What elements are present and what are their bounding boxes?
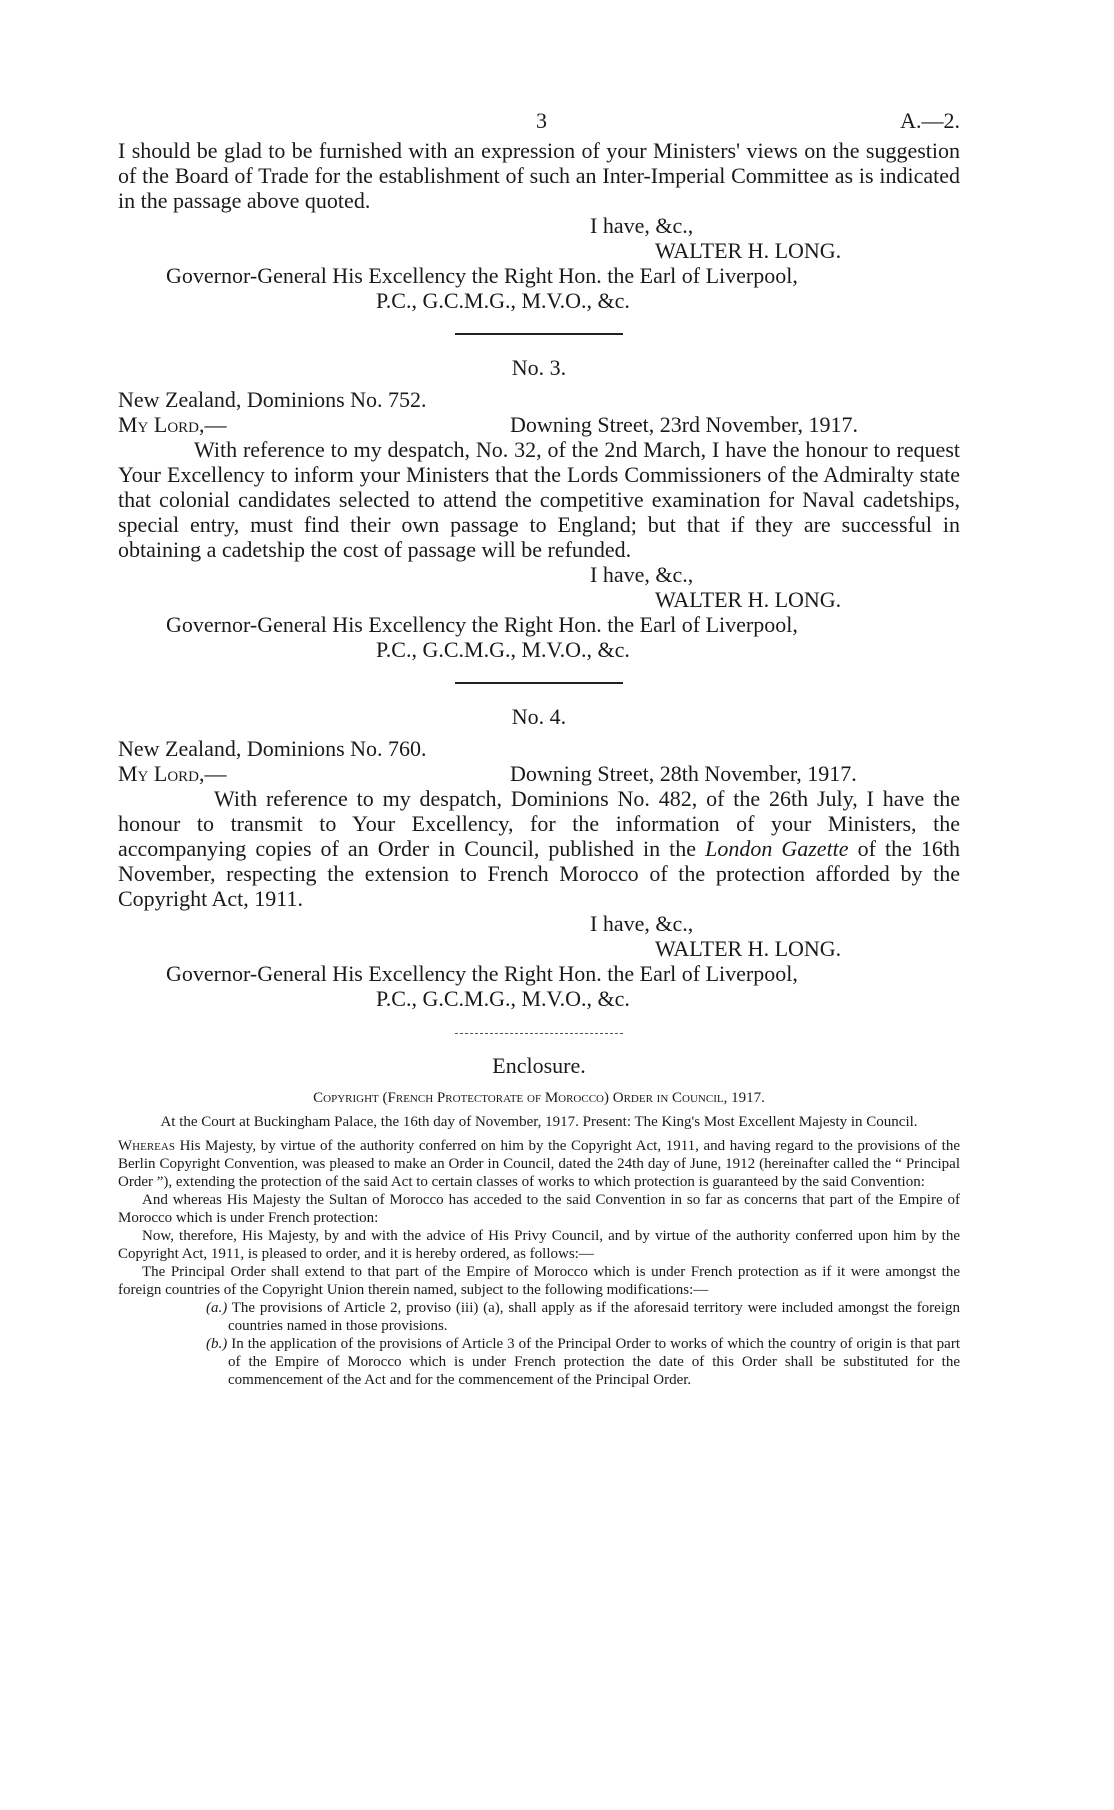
paper-reference: A.—2. [900, 108, 960, 133]
enclosure-modification-a [118, 1299, 960, 1335]
page-number: 3 [536, 108, 547, 133]
enclosure-now-therefore: Now, therefore, His Majesty, by and with the advice of His Privy Council, and by virtue of the authority conferred upon him by the Copyright Act, 1911, is pleased to order, and it is hereby ordered, as follows:— [118, 1228, 960, 1262]
no3-address-date: Downing Street, 23rd November, 1917. [510, 412, 859, 437]
no3-dominion: New Zealand, Dominions No. 752. [118, 387, 427, 412]
no3-heading: No. 3. [511, 355, 567, 380]
mod-a-label: (a.) [206, 1300, 228, 1316]
no3-addressee-line1: Governor-General His Excellency the Right Hon. the Earl of Liverpool, [166, 612, 798, 637]
no3-sign-have: I have, &c., [590, 562, 694, 587]
enclosure-modification-b [118, 1335, 960, 1389]
intro-paragraph: I should be glad to be furnished with an expression of your Ministers' views on the suggestion of the Board of Trade for the establishment of such an Inter-Imperial Committee as is indicated in the passage above quoted. [118, 138, 960, 213]
no4-sign-have: I have, &c., [590, 911, 694, 936]
intro-addressee-line2: P.C., G.C.M.G., M.V.O., &c. [376, 288, 630, 313]
enclosure-title: Copyright (French Protectorate of Morocco) Order in Council, 1917. [313, 1090, 765, 1106]
no3-salutation: My Lord,— [118, 412, 227, 437]
section-divider [455, 682, 623, 684]
enclosure-court: At the Court at Buckingham Palace, the 16th day of November, 1917. Present: The King's Most Excellent Majesty in Council. [160, 1114, 918, 1130]
no4-address-date: Downing Street, 28th November, 1917. [510, 761, 857, 786]
no4-dominion: New Zealand, Dominions No. 760. [118, 736, 427, 761]
no4-salutation-row [118, 761, 960, 786]
mod-b-text: In the application of the provisions of Article 3 of the Principal Order to works of which the country of origin is that part of the Empire of Morocco which is under French protection the date of this Order shall be substituted for the commencement of the Act and for the commencement of the Principal Order. [228, 1336, 960, 1388]
no4-sign-name: WALTER H. LONG. [655, 936, 842, 961]
no4-paragraph [118, 786, 960, 911]
intro-sign-have: I have, &c., [590, 213, 694, 238]
no4-salutation: My Lord,— [118, 761, 227, 786]
no3-salutation-row [118, 412, 960, 437]
enclosure-heading: Enclosure. [492, 1053, 586, 1078]
no4-addressee-line1: Governor-General His Excellency the Right Hon. the Earl of Liverpool, [166, 961, 798, 986]
no4-paragraph-part-a: With reference to my despatch, Dominions No. 482, of the 26th July, I have the honour to transmit to Your Excellency, for the information of your Ministers, the accompanying copies of an Order in Council, published in the [118, 786, 960, 861]
no4-heading: No. 4. [511, 704, 567, 729]
enclosure-whereas-word: Whereas [118, 1138, 175, 1154]
no3-paragraph: With reference to my despatch, No. 32, of the 2nd March, I have the honour to request Your Excellency to inform your Ministers that the Lords Commissioners of the Admiralty state that colonial candidates selected to attend the competitive examination for Naval cadetships, special entry, must find their own passage to England; but that if they are successful in obtaining a cadetship the cost of passage will be refunded. [118, 437, 960, 562]
enclosure-principal: The Principal Order shall extend to that part of the Empire of Morocco which is under French protection as if it were amongst the foreign countries of the Copyright Union therein named, subject to the following modifications:— [118, 1264, 960, 1298]
no4-paragraph-part-b: of the 16th November, respecting the extension to French Morocco of the protection afforded by the Copyright Act, 1911. [118, 836, 960, 911]
enclosure-whereas-text: His Majesty, by virtue of the authority conferred on him by the Copyright Act, 1911, and having regard to the provisions of the Berlin Copyright Convention, was pleased to make an Order in Council, dated the 24th day of June, 1912 (hereinafter called the “ Principal Order ”), extending the protection of the said Act to certain classes of works to which protection is guaranteed by the said Convention: [118, 1138, 960, 1190]
enclosure-and-whereas: And whereas His Majesty the Sultan of Morocco has acceded to the said Convention in so far as concerns that part of the Empire of Morocco which is under French protection: [118, 1192, 960, 1226]
page-header [118, 108, 960, 138]
document-page [118, 108, 960, 1389]
mod-b-label: (b.) [206, 1336, 228, 1352]
no4-paragraph-gazette: London Gazette [705, 836, 849, 861]
mod-a-text: The provisions of Article 2, proviso (iii) (a), shall apply as if the aforesaid territory were included amongst the foreign countries named in those provisions. [228, 1300, 960, 1334]
enclosure-whereas [118, 1137, 960, 1191]
no4-addressee-line2: P.C., G.C.M.G., M.V.O., &c. [376, 986, 630, 1011]
section-divider-dashed [455, 1033, 623, 1035]
intro-addressee-line1: Governor-General His Excellency the Right Hon. the Earl of Liverpool, [166, 263, 798, 288]
no3-sign-name: WALTER H. LONG. [655, 587, 842, 612]
intro-sign-name: WALTER H. LONG. [655, 238, 842, 263]
section-divider [455, 333, 623, 335]
no3-addressee-line2: P.C., G.C.M.G., M.V.O., &c. [376, 637, 630, 662]
